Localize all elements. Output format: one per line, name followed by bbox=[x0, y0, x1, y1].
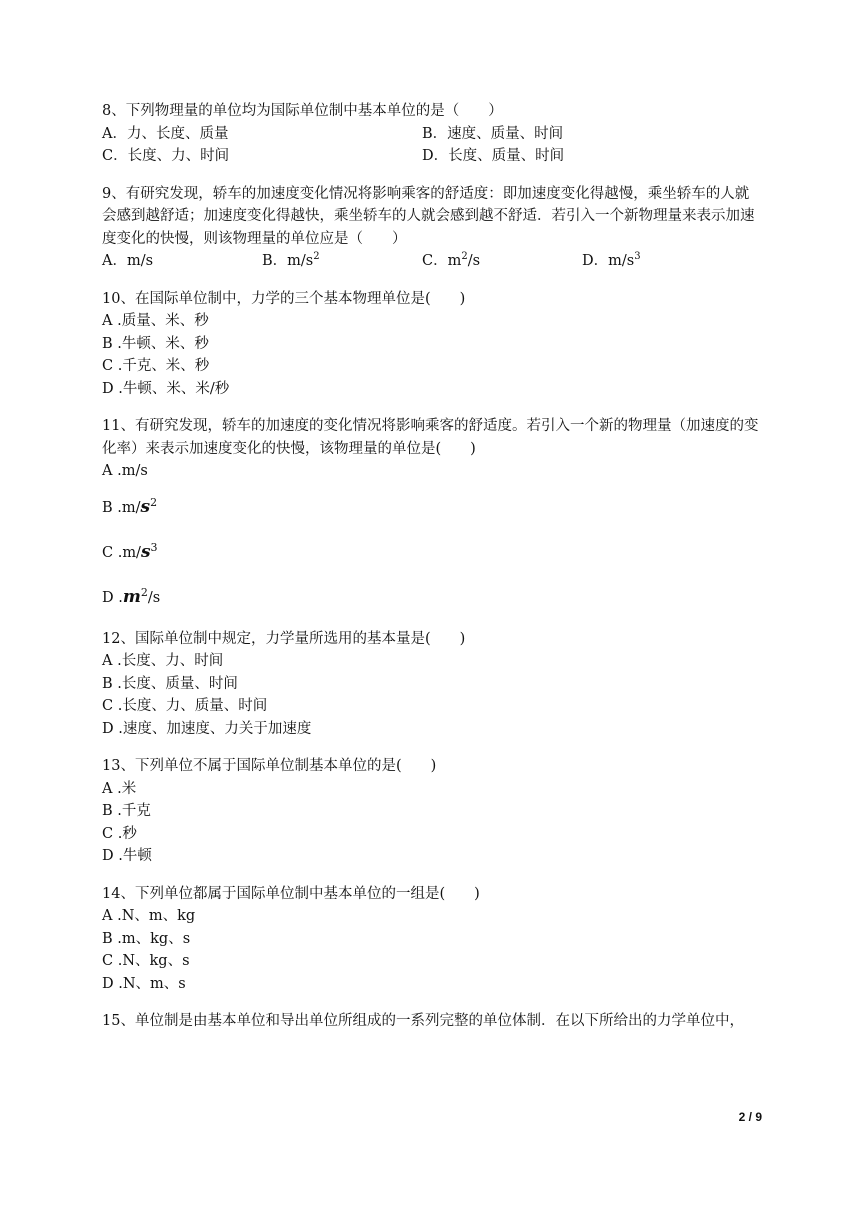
options-row bbox=[102, 123, 762, 146]
option-b: B .千克 bbox=[102, 803, 151, 819]
option-a: A .米 bbox=[102, 780, 137, 797]
document-page bbox=[102, 100, 762, 1048]
question-10 bbox=[102, 288, 762, 401]
option-d: D .牛顿 bbox=[102, 848, 152, 864]
option-a: A .质量、米、秒 bbox=[102, 313, 209, 329]
option-c: C .秒 bbox=[102, 825, 137, 842]
question-stem: 14、下列单位都属于国际单位制中基本单位的一组是( ) bbox=[102, 885, 480, 902]
option-b: B .长度、质量、时间 bbox=[102, 675, 238, 692]
option-a: A .N、m、kg bbox=[102, 908, 196, 924]
option-b: B．速度、质量、时间 bbox=[422, 125, 564, 142]
question-13 bbox=[102, 755, 762, 868]
options-row bbox=[102, 250, 762, 273]
question-stem: 15、单位制是由基本单位和导出单位所组成的一系列完整的单位体制．在以下所给出的力学单位中， bbox=[102, 1013, 744, 1029]
options-row bbox=[102, 145, 762, 168]
option-c: C .长度、力、质量、时间 bbox=[102, 698, 268, 714]
option-d: D．$m/s^3$ bbox=[582, 251, 641, 269]
question-12 bbox=[102, 628, 762, 741]
question-15 bbox=[102, 1010, 762, 1033]
question-8 bbox=[102, 100, 762, 168]
option-d: D .N、m、s bbox=[102, 975, 186, 992]
option-a: A .长度、力、时间 bbox=[102, 653, 224, 669]
question-14 bbox=[102, 883, 762, 996]
question-stem: 11、有研究发现，轿车的加速度的变化情况将影响乘客的舒适度。若引入一个新的物理量（加速度的变化率）来表示加速度变化的快慢，该物理量的单位是( ) bbox=[102, 418, 759, 457]
question-9 bbox=[102, 183, 762, 273]
option-c: C．$m^2/s$ bbox=[422, 251, 481, 269]
question-stem: 8、下列物理量的单位均为国际单位制中基本单位的是（ ） bbox=[102, 103, 503, 119]
question-stem: 12、国际单位制中规定，力学量所选用的基本量是( ) bbox=[102, 630, 466, 647]
page-number: 2 / 9 bbox=[738, 1110, 762, 1124]
question-stem: 10、在国际单位制中，力学的三个基本物理单位是( ) bbox=[102, 290, 466, 307]
question-11 bbox=[102, 415, 762, 620]
option-c: C .千克、米、秒 bbox=[102, 358, 210, 374]
option-d: D .速度、加速度、力关于加速度 bbox=[102, 720, 312, 737]
option-a: A．m/s bbox=[102, 253, 154, 269]
option-a: A．力、长度、质量 bbox=[102, 125, 229, 142]
option-c: C．长度、力、时间 bbox=[102, 148, 230, 164]
option-c: C $.m/s^3$ bbox=[102, 540, 158, 562]
option-c: C .N、kg、s bbox=[102, 953, 190, 969]
option-d: D．长度、质量、时间 bbox=[422, 148, 565, 164]
option-d: D .牛顿、米、米/秒 bbox=[102, 380, 230, 397]
option-d: D $.m^2/s$ bbox=[102, 585, 161, 607]
question-stem: 13、下列单位不属于国际单位制基本单位的是( ) bbox=[102, 758, 437, 774]
option-b: B .牛顿、米、秒 bbox=[102, 335, 209, 352]
option-b: B .m、kg、s bbox=[102, 930, 191, 947]
option-a: A .m/s bbox=[102, 463, 148, 479]
question-stem: 9、有研究发现，轿车的加速度变化情况将影响乘客的舒适度：即加速度变化得越慢，乘坐轿车的人就会感到越舒适；加速度变化得越快，乘坐轿车的人就会感到越不舒适．若引入一个新物理量来表示加速度变化的快慢，则该物理量的单位应是（ ） bbox=[102, 185, 755, 247]
option-b: B $.m/s^2$ bbox=[102, 495, 158, 517]
option-b: B．$m/s^2$ bbox=[262, 251, 320, 269]
